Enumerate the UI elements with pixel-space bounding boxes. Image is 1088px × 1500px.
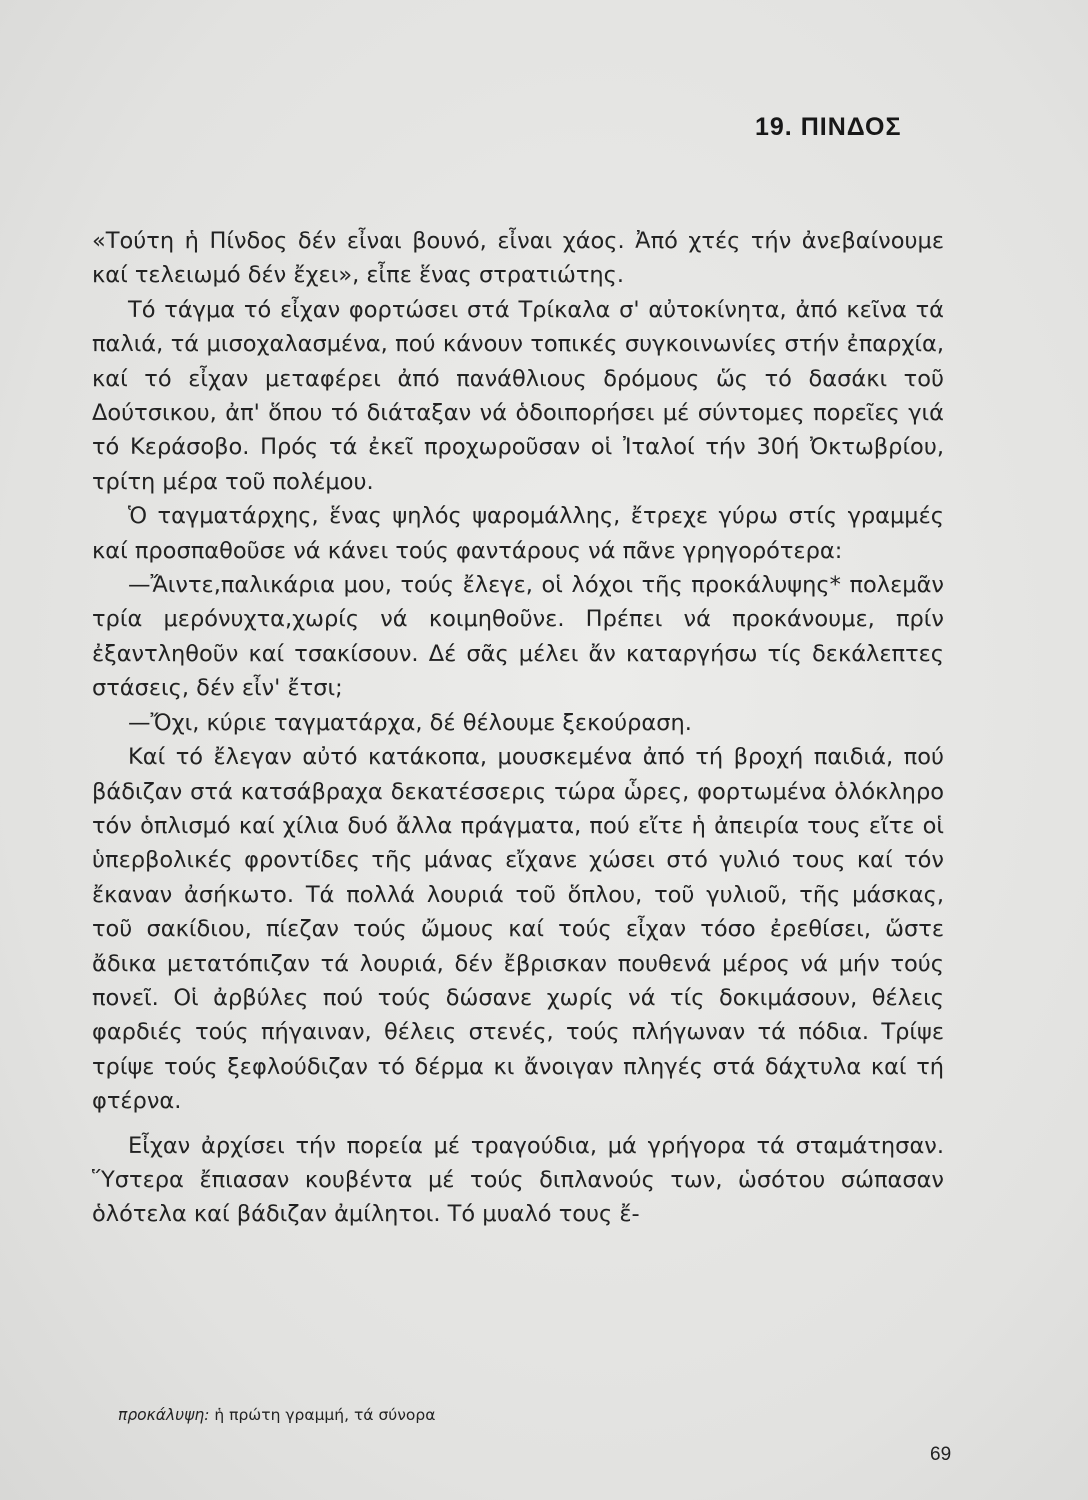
footnote-definition: ἡ πρώτη γραμμή, τά σύνορα — [214, 1406, 436, 1424]
dialogue-line: —Ἄιντε,παλικάρια μου, τούς ἔλεγε, οἱ λόχοι τῆς προκάλυψης* πολεμᾶν τρία μερόνυχτα,χωρίς νά κοιμηθοῦνε. Πρέπει νά προκάνουμε, πρίν ἐξαντληθοῦν καί τσακίσουν. Δέ σᾶς μέλει ἄν καταργήσω τίς δεκάλεπτες στάσεις, δέν εἶν' ἔτσι; — [92, 572, 944, 702]
chapter-title: 19. ΠΙΝΔΟΣ — [755, 113, 902, 141]
footnote-term: προκάλυψη: — [118, 1406, 210, 1424]
body-text — [92, 224, 944, 1232]
paragraph: Τό τάγμα τό εἶχαν φορτώσει στά Τρίκαλα σ' αὐτοκίνητα, ἀπό κεῖνα τά παλιά, τά μισοχαλασμένα, πού κάνουν τοπικές συγκοινωνίες στήν ἐπαρχία, καί τό εἶχαν μεταφέρει ἀπό πανάθλιους δρόμους ὥς τό δασάκι τοῦ Δούτσικου, ἀπ' ὅπου τό διάταξαν νά ὁδοιπορήσει μέ σύντομες πορεῖες γιά τό Κεράσοβο. Πρός τά ἐκεῖ προχωροῦσαν οἱ Ἰταλοί τήν 30ή Ὀκτωβρίου, τρίτη μέρα τοῦ πολέμου. — [92, 296, 944, 495]
footnote — [118, 1406, 435, 1424]
dialogue-line: —Ὄχι, κύριε ταγματάρχα, δέ θέλουμε ξεκούραση. — [128, 709, 692, 736]
paragraph: «Τούτη ἡ Πίνδος δέν εἶναι βουνό, εἶναι χάος. Ἀπό χτές τήν ἀνεβαίνουμε καί τελειωμό δέν ἔχει», εἶπε ἕνας στρατιώτης. — [92, 228, 944, 289]
paragraph: Ὁ ταγματάρχης, ἕνας ψηλός ψαρομάλλης, ἔτρεχε γύρω στίς γραμμές καί προσπαθοῦσε νά κάνει τούς φαντάρους νά πᾶνε γρηγορότερα: — [92, 503, 944, 564]
paragraph: Εἶχαν ἀρχίσει τήν πορεία μέ τραγούδια, μά γρήγορα τά σταμάτησαν. Ὕστερα ἔπιασαν κουβέντα μέ τούς διπλανούς των, ὡσότου σώπασαν ὁλότελα καί βάδιζαν ἀμίλητοι. Τό μυαλό τους ἔ- — [92, 1132, 944, 1228]
paragraph: Καί τό ἔλεγαν αὐτό κατάκοπα, μουσκεμένα ἀπό τή βροχή παιδιά, πού βάδιζαν στά κατσάβραχα δεκατέσσερις τώρα ὧρες, φορτωμένα ὁλόκληρο τόν ὁπλισμό καί χίλια δυό ἄλλα πράγματα, πού εἴτε ἡ ἀπειρία τους εἴτε οἱ ὑπερβολικές φροντίδες τῆς μάνας εἴχανε χώσει στό γυλιό τους καί τόν ἔκαναν ἀσήκωτο. Τά πολλά λουριά τοῦ ὅπλου, τοῦ γυλιοῦ, τῆς μάσκας, τοῦ σακίδιου, πίεζαν τούς ὤμους καί τούς εἶχαν τόσο ἐρεθίσει, ὥστε ἄδικα μετατόπιζαν τά λουριά, δέν ἔβρισκαν πουθενά μέρος νά μήν τούς πονεῖ. Οἱ ἀρβύλες πού τούς δώσανε χωρίς νά τίς δοκιμάσουν, θέλεις φαρδιές τούς πήγαιναν, θέλεις στενές, τούς πλήγωναν τά πόδια. Τρίψε τρίψε τούς ξεφλούδιζαν τό δέρμα κι ἄνοιγαν πληγές στά δάχτυλα καί τή φτέρνα. — [92, 744, 944, 1115]
page-number: 69 — [930, 1444, 952, 1465]
